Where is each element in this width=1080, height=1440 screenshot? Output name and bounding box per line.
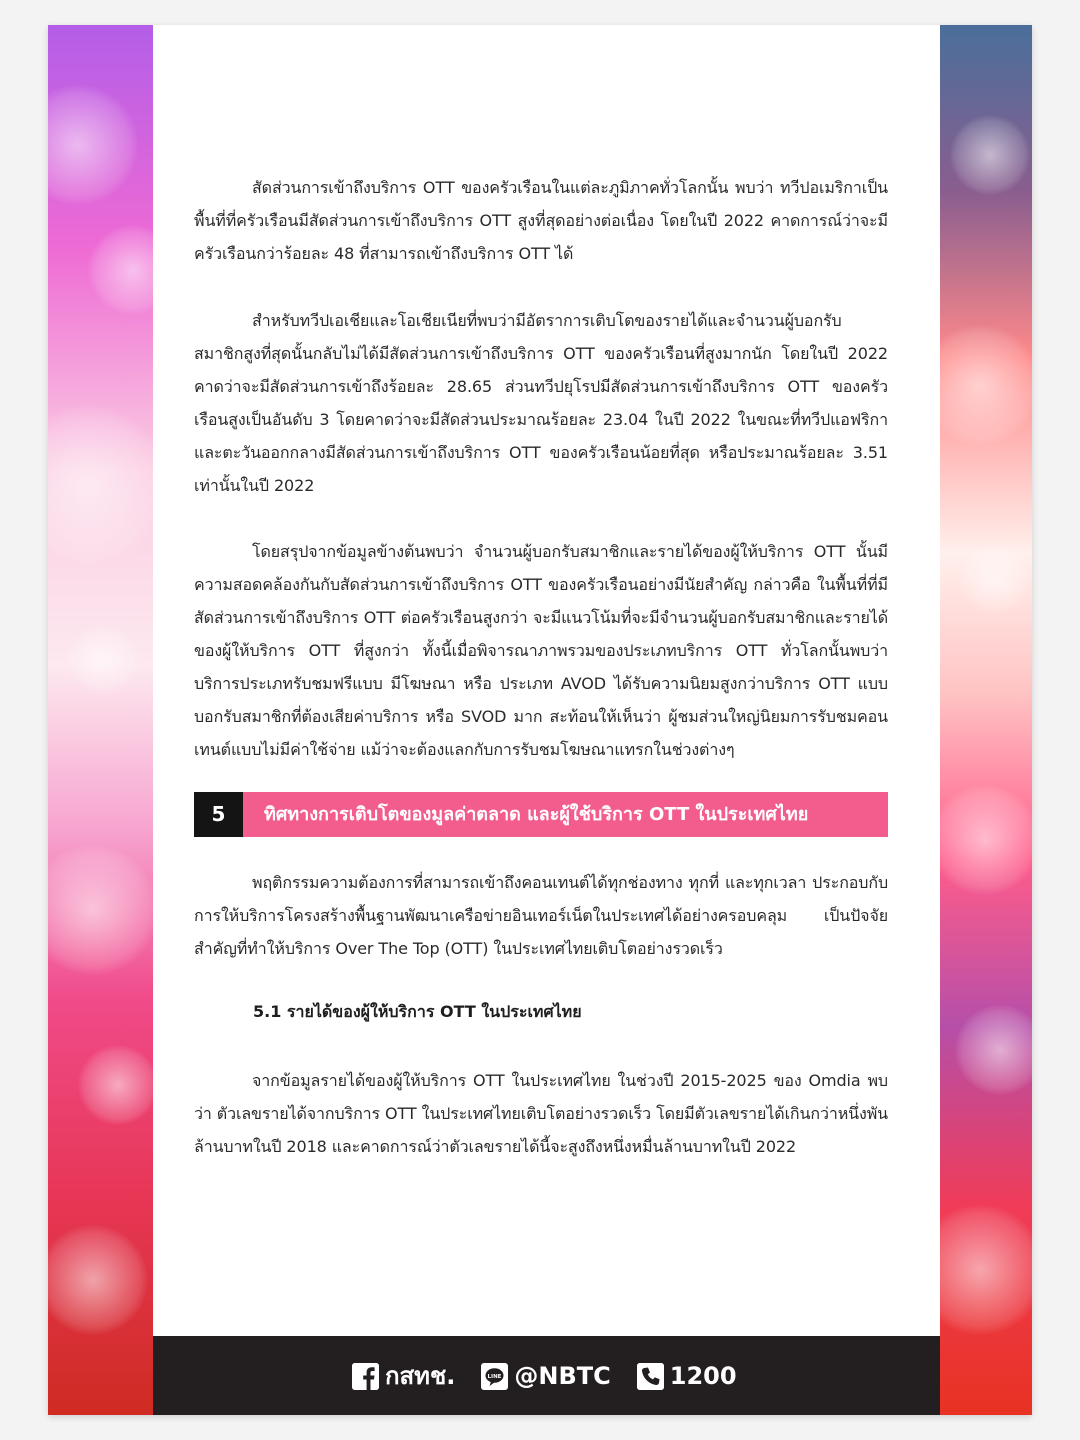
svg-text:LINE: LINE <box>487 1373 502 1380</box>
subsection-5-1-heading: 5.1 รายได้ของผู้ให้บริการ OTT ในประเทศไทย <box>253 1002 582 1021</box>
document-page <box>48 25 1032 1415</box>
section-5-heading <box>194 792 888 837</box>
phone-icon <box>637 1363 664 1390</box>
right-decorative-background <box>940 25 1032 1415</box>
paragraph-thailand-growth: พฤติกรรมความต้องการที่สามารถเข้าถึงคอนเทนต์ได้ทุกช่องทาง ทุกที่ และทุกเวลา ประกอบกับการให้บริการโครงสร้างพื้นฐานพัฒนาเครือข่ายอินเทอร์เน็ตในประเทศได้อย่างครอบคลุม เป็นปัจจัยสำคัญที่ทำให้บริการ Over The Top (OTT) ในประเทศไทยเติบโตอย่างรวดเร็ว <box>194 873 888 958</box>
line-icon <box>481 1363 508 1390</box>
paragraph-asia-europe-africa: สำหรับทวีปเอเชียและโอเชียเนียที่พบว่ามีอัตราการเติบโตของรายได้และจำนวนผู้บอกรับสมาชิกสูงที่สุดนั้นกลับไม่ได้มีสัดส่วนการเข้าถึงบริการ OTT ของครัวเรือนที่สูงมากนัก โดยในปี 2022 คาดว่าจะมีสัดส่วนการเข้าถึงร้อยละ 28.65 ส่วนทวีปยุโรปมีสัดส่วนการเข้าถึงบริการ OTT ของครัวเรือนสูงเป็นอันดับ 3 โดยคาดว่าจะมีสัดส่วนประมาณร้อยละ 23.04 ในปี 2022 ในขณะที่ทวีปแอฟริกาและตะวันออกกลางมีสัดส่วนการเข้าถึงบริการ OTT ของครัวเรือนน้อยที่สุด หรือประมาณร้อยละ 3.51 เท่านั้นในปี 2022 <box>194 311 888 495</box>
phone-label: 1200 <box>669 1362 737 1390</box>
footer-contacts <box>352 1361 763 1391</box>
left-decorative-background <box>48 25 153 1415</box>
content-area <box>153 25 940 1336</box>
facebook-label: กสทช. <box>385 1362 456 1390</box>
phone-contact[interactable] <box>637 1361 737 1391</box>
footer-bar <box>153 1336 940 1415</box>
facebook-contact[interactable] <box>352 1361 455 1391</box>
paragraph-thailand-revenue: จากข้อมูลรายได้ของผู้ให้บริการ OTT ในประเทศไทย ในช่วงปี 2015-2025 ของ Omdia พบว่า ตัวเลขรายได้จากบริการ OTT ในประเทศไทยเติบโตอย่างรวดเร็ว โดยมีตัวเลขรายได้เกินกว่าหนึ่งพันล้านบาทในปี 2018 และคาดการณ์ว่าตัวเลขรายได้นี้จะสูงถึงหนึ่งหมื่นล้านบาทในปี 2022 <box>194 1071 888 1156</box>
line-label: @NBTC <box>514 1362 611 1390</box>
facebook-icon <box>352 1363 379 1390</box>
paragraph-household-access: สัดส่วนการเข้าถึงบริการ OTT ของครัวเรือนในแต่ละภูมิภาคทั่วโลกนั้น พบว่า ทวีปอเมริกาเป็นพื้นที่ที่ครัวเรือนมีสัดส่วนการเข้าถึงบริการ OTT สูงที่สุดอย่างต่อเนื่อง โดยในปี 2022 คาดการณ์ว่าจะมีครัวเรือนกว่าร้อยละ 48 ที่สามารถเข้าถึงบริการ OTT ได้ <box>194 178 888 263</box>
paragraph-summary: โดยสรุปจากข้อมูลข้างต้นพบว่า จำนวนผู้บอกรับสมาชิกและรายได้ของผู้ให้บริการ OTT นั้นมีความสอดคล้องกันกับสัดส่วนการเข้าถึงบริการ OTT ของครัวเรือนอย่างมีนัยสำคัญ กล่าวคือ ในพื้นที่ที่มีสัดส่วนการเข้าถึงบริการ OTT ต่อครัวเรือนสูงกว่า จะมีแนวโน้มที่จะมีจำนวนผู้บอกรับสมาชิกและรายได้ของผู้ให้บริการ OTT ที่สูงกว่า ทั้งนี้เมื่อพิจารณาภาพรวมของประเภทบริการ OTT ทั่วโลกนั้นพบว่า บริการประเภทรับชมฟรีแบบ มีโฆษณา หรือ ประเภท AVOD ได้รับความนิยมสูงกว่าบริการ OTT แบบบอกรับสมาชิกที่ต้องเสียค่าบริการ หรือ SVOD มาก สะท้อนให้เห็นว่า ผู้ชมส่วนใหญ่นิยมการรับชมคอนเทนต์แบบไม่มีค่าใช้จ่าย แม้ว่าจะต้องแลกกับการรับชมโฆษณาแทรกในช่วงต่างๆ <box>194 542 888 759</box>
line-contact[interactable] <box>481 1361 610 1391</box>
section-title: ทิศทางการเติบโตของมูลค่าตลาด และผู้ใช้บริการ OTT ในประเทศไทย <box>264 804 809 825</box>
section-number: 5 <box>194 792 243 837</box>
